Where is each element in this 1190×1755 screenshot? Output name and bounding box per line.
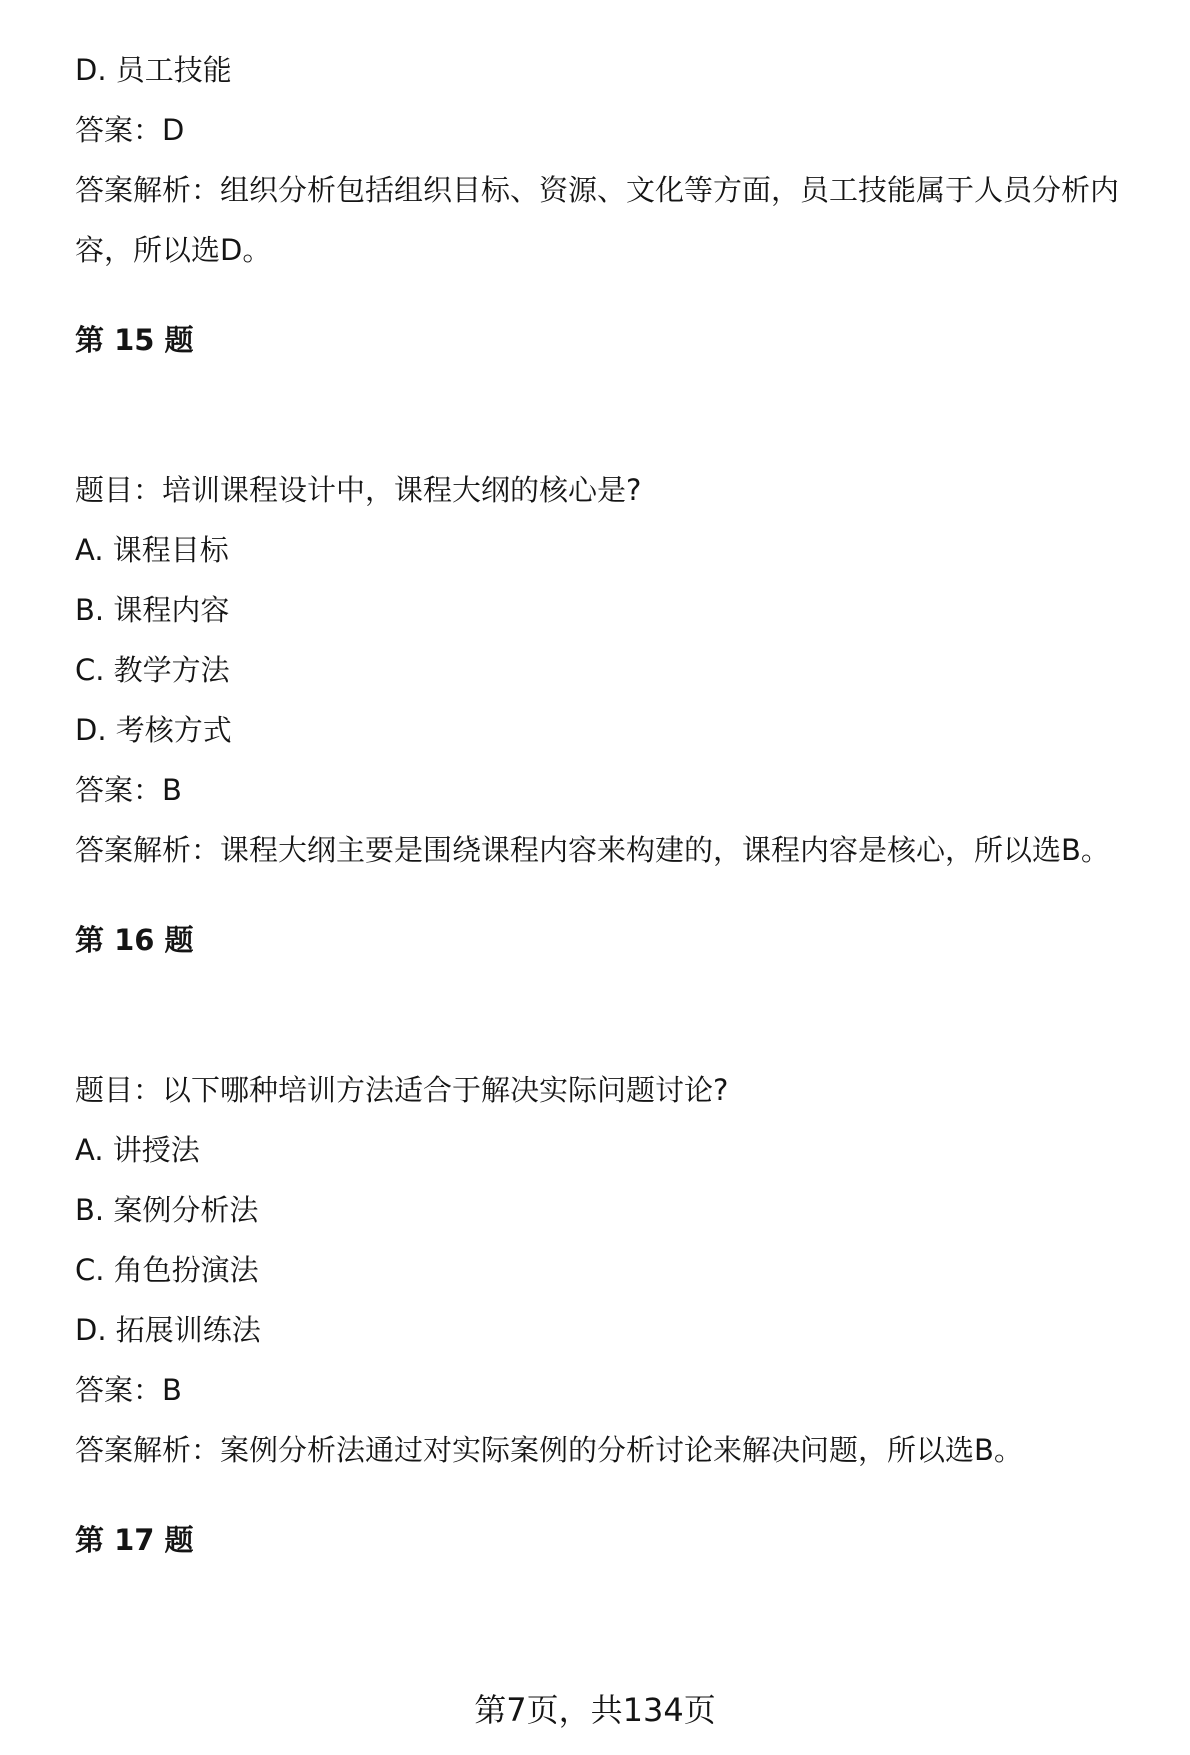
q15-analysis: 答案解析：课程大纲主要是围绕课程内容来构建的，课程内容是核心，所以选B。	[75, 833, 1110, 867]
q15-option-c: C. 教学方法	[75, 653, 230, 687]
q17-heading: 第 17 题	[75, 1523, 194, 1557]
q15-option-b: B. 课程内容	[75, 593, 230, 627]
q14-option-d: D. 员工技能	[75, 53, 232, 87]
q14-analysis-line2: 容，所以选D。	[75, 233, 272, 267]
q15-option-a: A. 课程目标	[75, 533, 229, 567]
q15-option-d: D. 考核方式	[75, 713, 232, 747]
q16-analysis: 答案解析：案例分析法通过对实际案例的分析讨论来解决问题，所以选B。	[75, 1433, 1023, 1467]
q16-option-d: D. 拓展训练法	[75, 1313, 261, 1347]
q16-heading: 第 16 题	[75, 923, 194, 957]
q16-option-a: A. 讲授法	[75, 1133, 200, 1167]
q15-heading: 第 15 题	[75, 323, 194, 357]
q15-answer: 答案：B	[75, 773, 182, 807]
q15-question: 题目：培训课程设计中，课程大纲的核心是?	[75, 473, 642, 507]
page-indicator: 第7页，共134页	[474, 1691, 716, 1729]
q16-option-c: C. 角色扮演法	[75, 1253, 259, 1287]
q14-answer: 答案：D	[75, 113, 185, 147]
q16-answer: 答案：B	[75, 1373, 182, 1407]
q16-question: 题目：以下哪种培训方法适合于解决实际问题讨论?	[75, 1073, 729, 1107]
q14-analysis-line1: 答案解析：组织分析包括组织目标、资源、文化等方面，员工技能属于人员分析内	[75, 173, 1120, 207]
q16-option-b: B. 案例分析法	[75, 1193, 259, 1227]
